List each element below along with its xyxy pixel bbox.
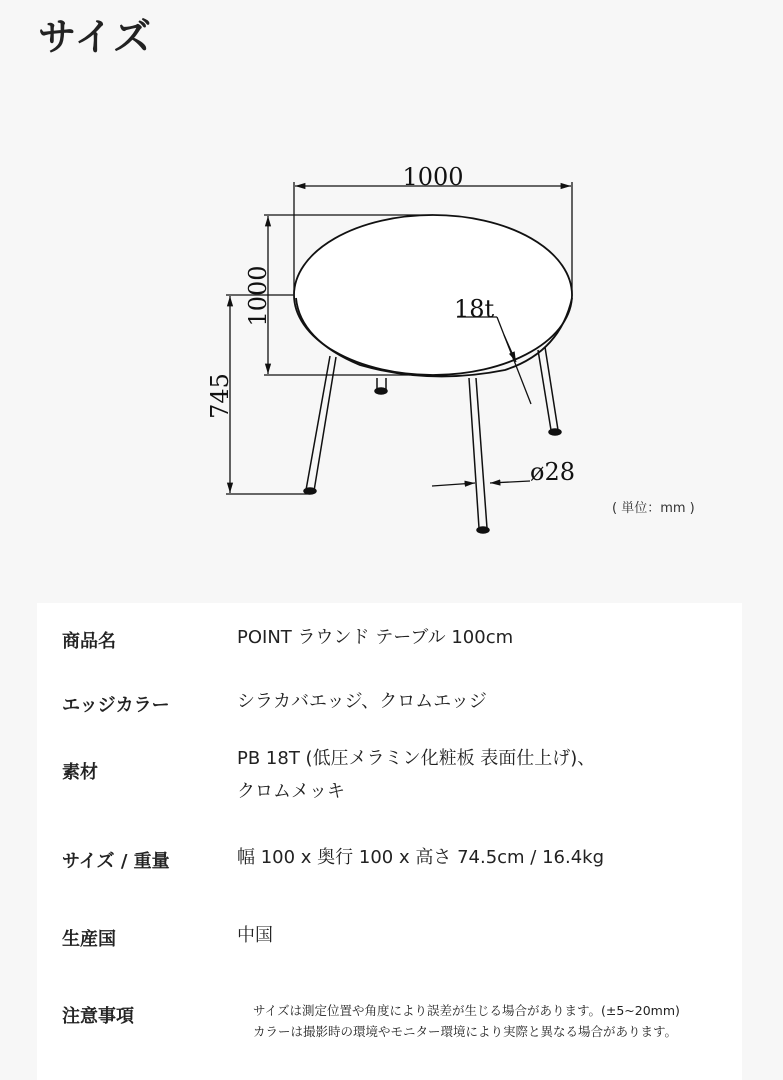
spec-value: 幅 100 x 奥行 100 x 高さ 74.5cm / 16.4kg — [237, 847, 605, 868]
width-label: 1000 — [402, 163, 464, 191]
spec-value: PB 18T (低圧メラミン化粧板 表面仕上げ)、 — [237, 748, 596, 769]
spec-table — [37, 603, 742, 1080]
depth-label: 1000 — [244, 265, 272, 327]
spec-label: エッジカラー — [62, 695, 170, 716]
spec-label: 商品名 — [62, 631, 116, 652]
tabletop — [294, 215, 572, 375]
spec-label: 生産国 — [62, 929, 116, 950]
spec-value: シラカバエッジ、クロムエッジ — [237, 691, 487, 712]
height-label: 745 — [206, 373, 234, 419]
spec-value: POINT ラウンド テーブル 100cm — [237, 627, 514, 648]
thickness-label: 18t — [454, 295, 495, 323]
spec-label: 素材 — [62, 762, 98, 783]
page-title: サイズ — [38, 15, 152, 59]
unit-note: ( 単位：mm ) — [612, 501, 695, 516]
leg-diameter-label: ø28 — [530, 458, 575, 486]
spec-label: 注意事項 — [62, 1006, 134, 1027]
spec-label: サイズ / 重量 — [62, 851, 170, 872]
spec-value: クロムメッキ — [237, 781, 345, 802]
spec-note: カラーは撮影時の環境やモニター環境により実際と異なる場合があります。 — [253, 1024, 678, 1039]
spec-value: 中国 — [237, 925, 273, 946]
spec-note: サイズは測定位置や角度により誤差が生じる場合があります。(±5~20mm) — [253, 1003, 680, 1018]
